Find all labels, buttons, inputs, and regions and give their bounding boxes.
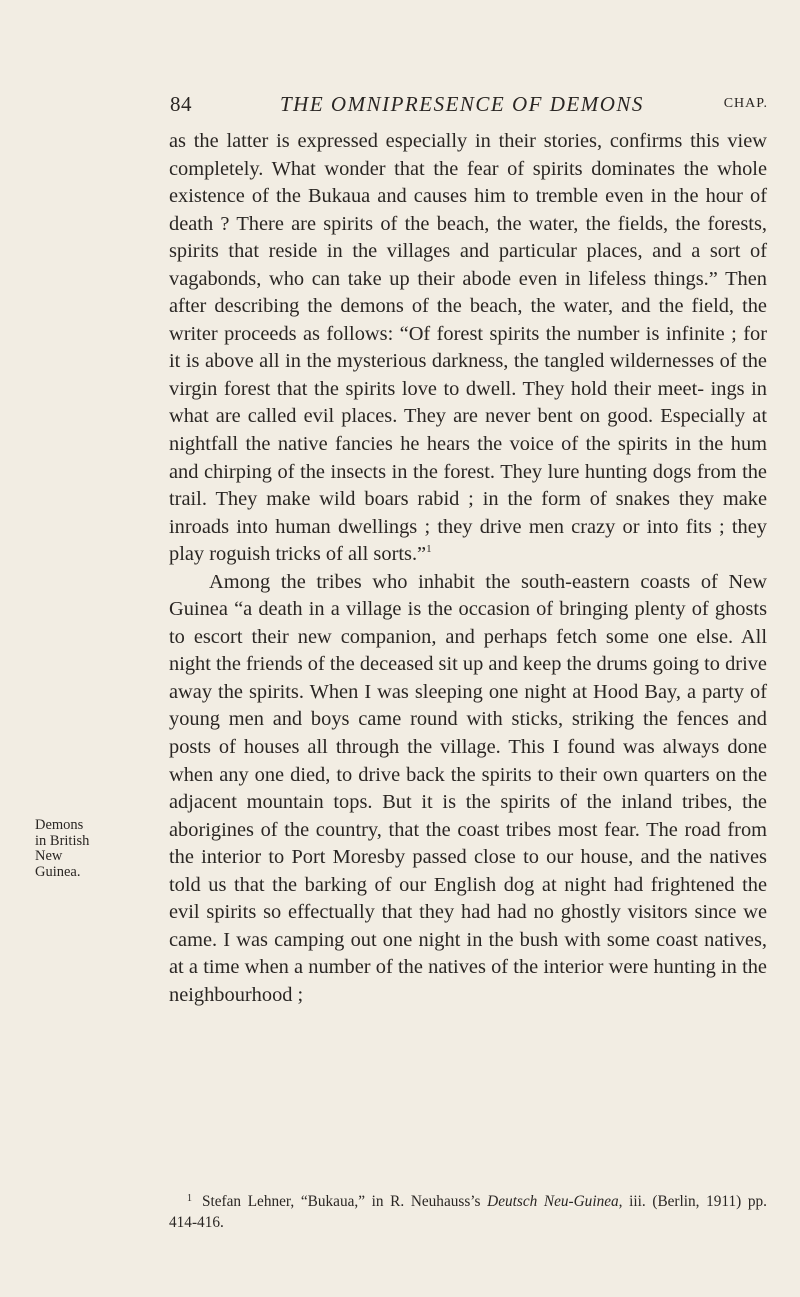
running-title: THE OMNIPRESENCE OF DEMONS [280, 92, 644, 116]
chapter-label: CHAP. [723, 96, 768, 111]
footnote-number: 1 [187, 1193, 192, 1204]
footnote-reference: 1 [426, 543, 432, 556]
page-header [170, 92, 768, 118]
margin-note-line-4: Guinea. [35, 863, 81, 880]
footnote-text-after: iii. (Berlin, 1911) pp. 414-416. [169, 1193, 768, 1231]
paragraph-1-text: as the latter is expressed especially in their stories, confirms this view completely. What wonder that the fear of spirits dominates the whole existence of the Bukaua and causes him to tremble even in the hour of death ? There are spirits of the beach, the water, the fields, the forests, spirits that reside in the villages and particular places, and a sort of vagabonds, who can take up their abode even in lifeless things.” Then after describing the demons of the beach, the water, and the field, the writer proceeds as follows: “Of forest spirits the number is infinite ; for it is above all in the mysterious darkness, the tangled wildernesses of the virgin forest that the spirits love to dwell. They hold their meet- ings in what are called evil places. They are never bent on good. Especially at nightfall the native fancies he hears the voice of the spirits in the hum and chirping of the insects in the forest. They lure hunting dogs from the trail. They make wild boars rabid ; in the form of snakes they make inroads into human dwellings ; they drive men crazy or into fits ; they play roguish tricks of all sorts.” [169, 130, 767, 566]
paragraph-1 [169, 128, 767, 569]
page-number: 84 [170, 92, 192, 116]
margin-note-line-3: New [35, 848, 63, 864]
footnote-text-before: Stefan Lehner, “Bukaua,” in R. Neuhauss’s [202, 1193, 481, 1210]
footnote-work-title: Deutsch Neu-Guinea, [487, 1193, 623, 1210]
footnote [169, 1188, 767, 1233]
margin-note [35, 818, 145, 880]
margin-note-line-1: Demons [35, 817, 84, 833]
paragraph-2: Among the tribes who inhabit the south-eastern coasts of New Guinea “a death in a village is the occasion of bringing plenty of ghosts to escort their new companion, and perhaps fetch some one else. All night the friends of the deceased sit up and keep the drums going to drive away the spirits. When I was sleeping one night at Hood Bay, a party of young men and boys came round with sticks, striking the fences and posts of houses all through the village. This I found was always done when any one died, to drive back the spirits to their own quarters on the adjacent mountain tops. But it is the spirits of the inland tribes, the aborigines of the country, that the coast tribes most fear. The road from the interior to Port Moresby passed close to our house, and the natives told us that the barking of our English dog at night had frightened the evil spirits so effectually that they had had no ghostly visitors since we came. I was camping out one night in the bush with some coast natives, at a time when a number of the natives of the interior were hunting in the neighbourhood ; [169, 570, 767, 1006]
body-text [169, 128, 767, 1010]
margin-note-line-2: in British [35, 832, 90, 849]
